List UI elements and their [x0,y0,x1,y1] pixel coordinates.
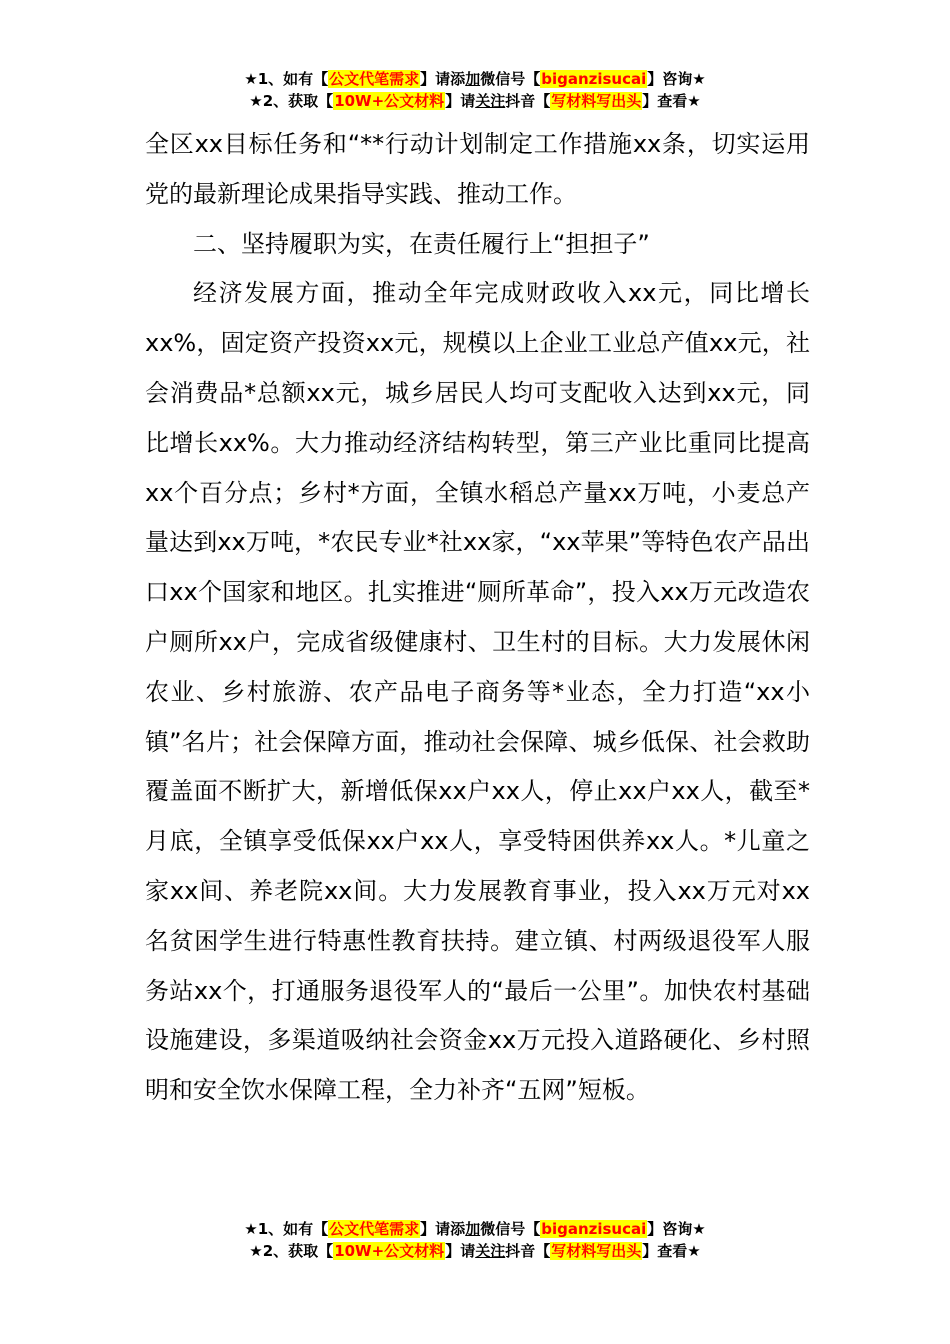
promo-highlight: 公文代笔需求 [329,70,420,88]
paragraph-continuation: 全区xx目标任务和“**行动计划制定工作措施xx条，切实运用党的最新理论成果指导实践、推动工作。 [145,130,810,208]
paragraph-economic-development: 经济发展方面，推动全年完成财政收入xx元，同比增长xx%，固定资产投资xx元，规模以上企业工业总产值xx元，社会消费品*总额xx元，城乡居民人均可支配收入达到xx元，同比增长xx%。大力推动经济结构转型，第三产业比重同比提高xx个百分点；乡村*方面，全镇水稻总产量xx万吨，小麦总产量达到xx万吨，*农民专业*社xx家，“xx苹果”等特色农产品出口xx个国家和地区。扎实推进“厕所革命”，投入xx万元改造农户厕所xx户，完成省级健康村、卫生村的目标。大力发展休闲农业、乡村旅游、农产品电子商务等*业态，全力打造“xx小镇”名片；社会保障方面，推动社会保障、城乡低保、社会救助覆盖面不断扩大，新增低保xx户xx人，停止xx户xx人，截至*月底，全镇享受低保xx户xx人，享受特困供养xx人。*儿童之家xx间、养老院xx间。大力发展教育事业，投入xx万元对xx名贫困学生进行特惠性教育扶持。建立镇、村两级退役军人服务站xx个，打通服务退役军人的“最后一公里”。加快农村基础设施建设，多渠道吸纳社会资金xx万元投入道路硬化、乡村照明和安全饮水保障工程，全力补齐“五网”短板。 [145,279,810,1105]
promo-wechat-id: biganzisucai [541,70,647,88]
promo-line-1: ★1、如有【公文代笔需求】请添加微信号【biganzisucai】咨询★ [244,1220,706,1238]
section-heading: 二、坚持履职为实，在责任履行上“担担子” [193,229,650,258]
promo-wechat-id: biganzisucai [541,1220,647,1238]
promo-line-1: ★1、如有【公文代笔需求】请添加微信号【biganzisucai】咨询★ [244,70,706,88]
top-promo-banner [0,68,950,112]
document-body [145,120,810,1116]
promo-highlight: 10W+公文材料 [334,1242,445,1260]
promo-line-2: ★2、获取【10W+公文材料】请关注抖音【写材料写出头】查看★ [249,1242,701,1260]
promo-douyin-id: 写材料写出头 [551,1242,642,1260]
bottom-promo-banner [0,1218,950,1262]
promo-highlight: 公文代笔需求 [329,1220,420,1238]
promo-highlight: 10W+公文材料 [334,92,445,110]
promo-douyin-id: 写材料写出头 [551,92,642,110]
promo-line-2: ★2、获取【10W+公文材料】请关注抖音【写材料写出头】查看★ [249,92,701,110]
